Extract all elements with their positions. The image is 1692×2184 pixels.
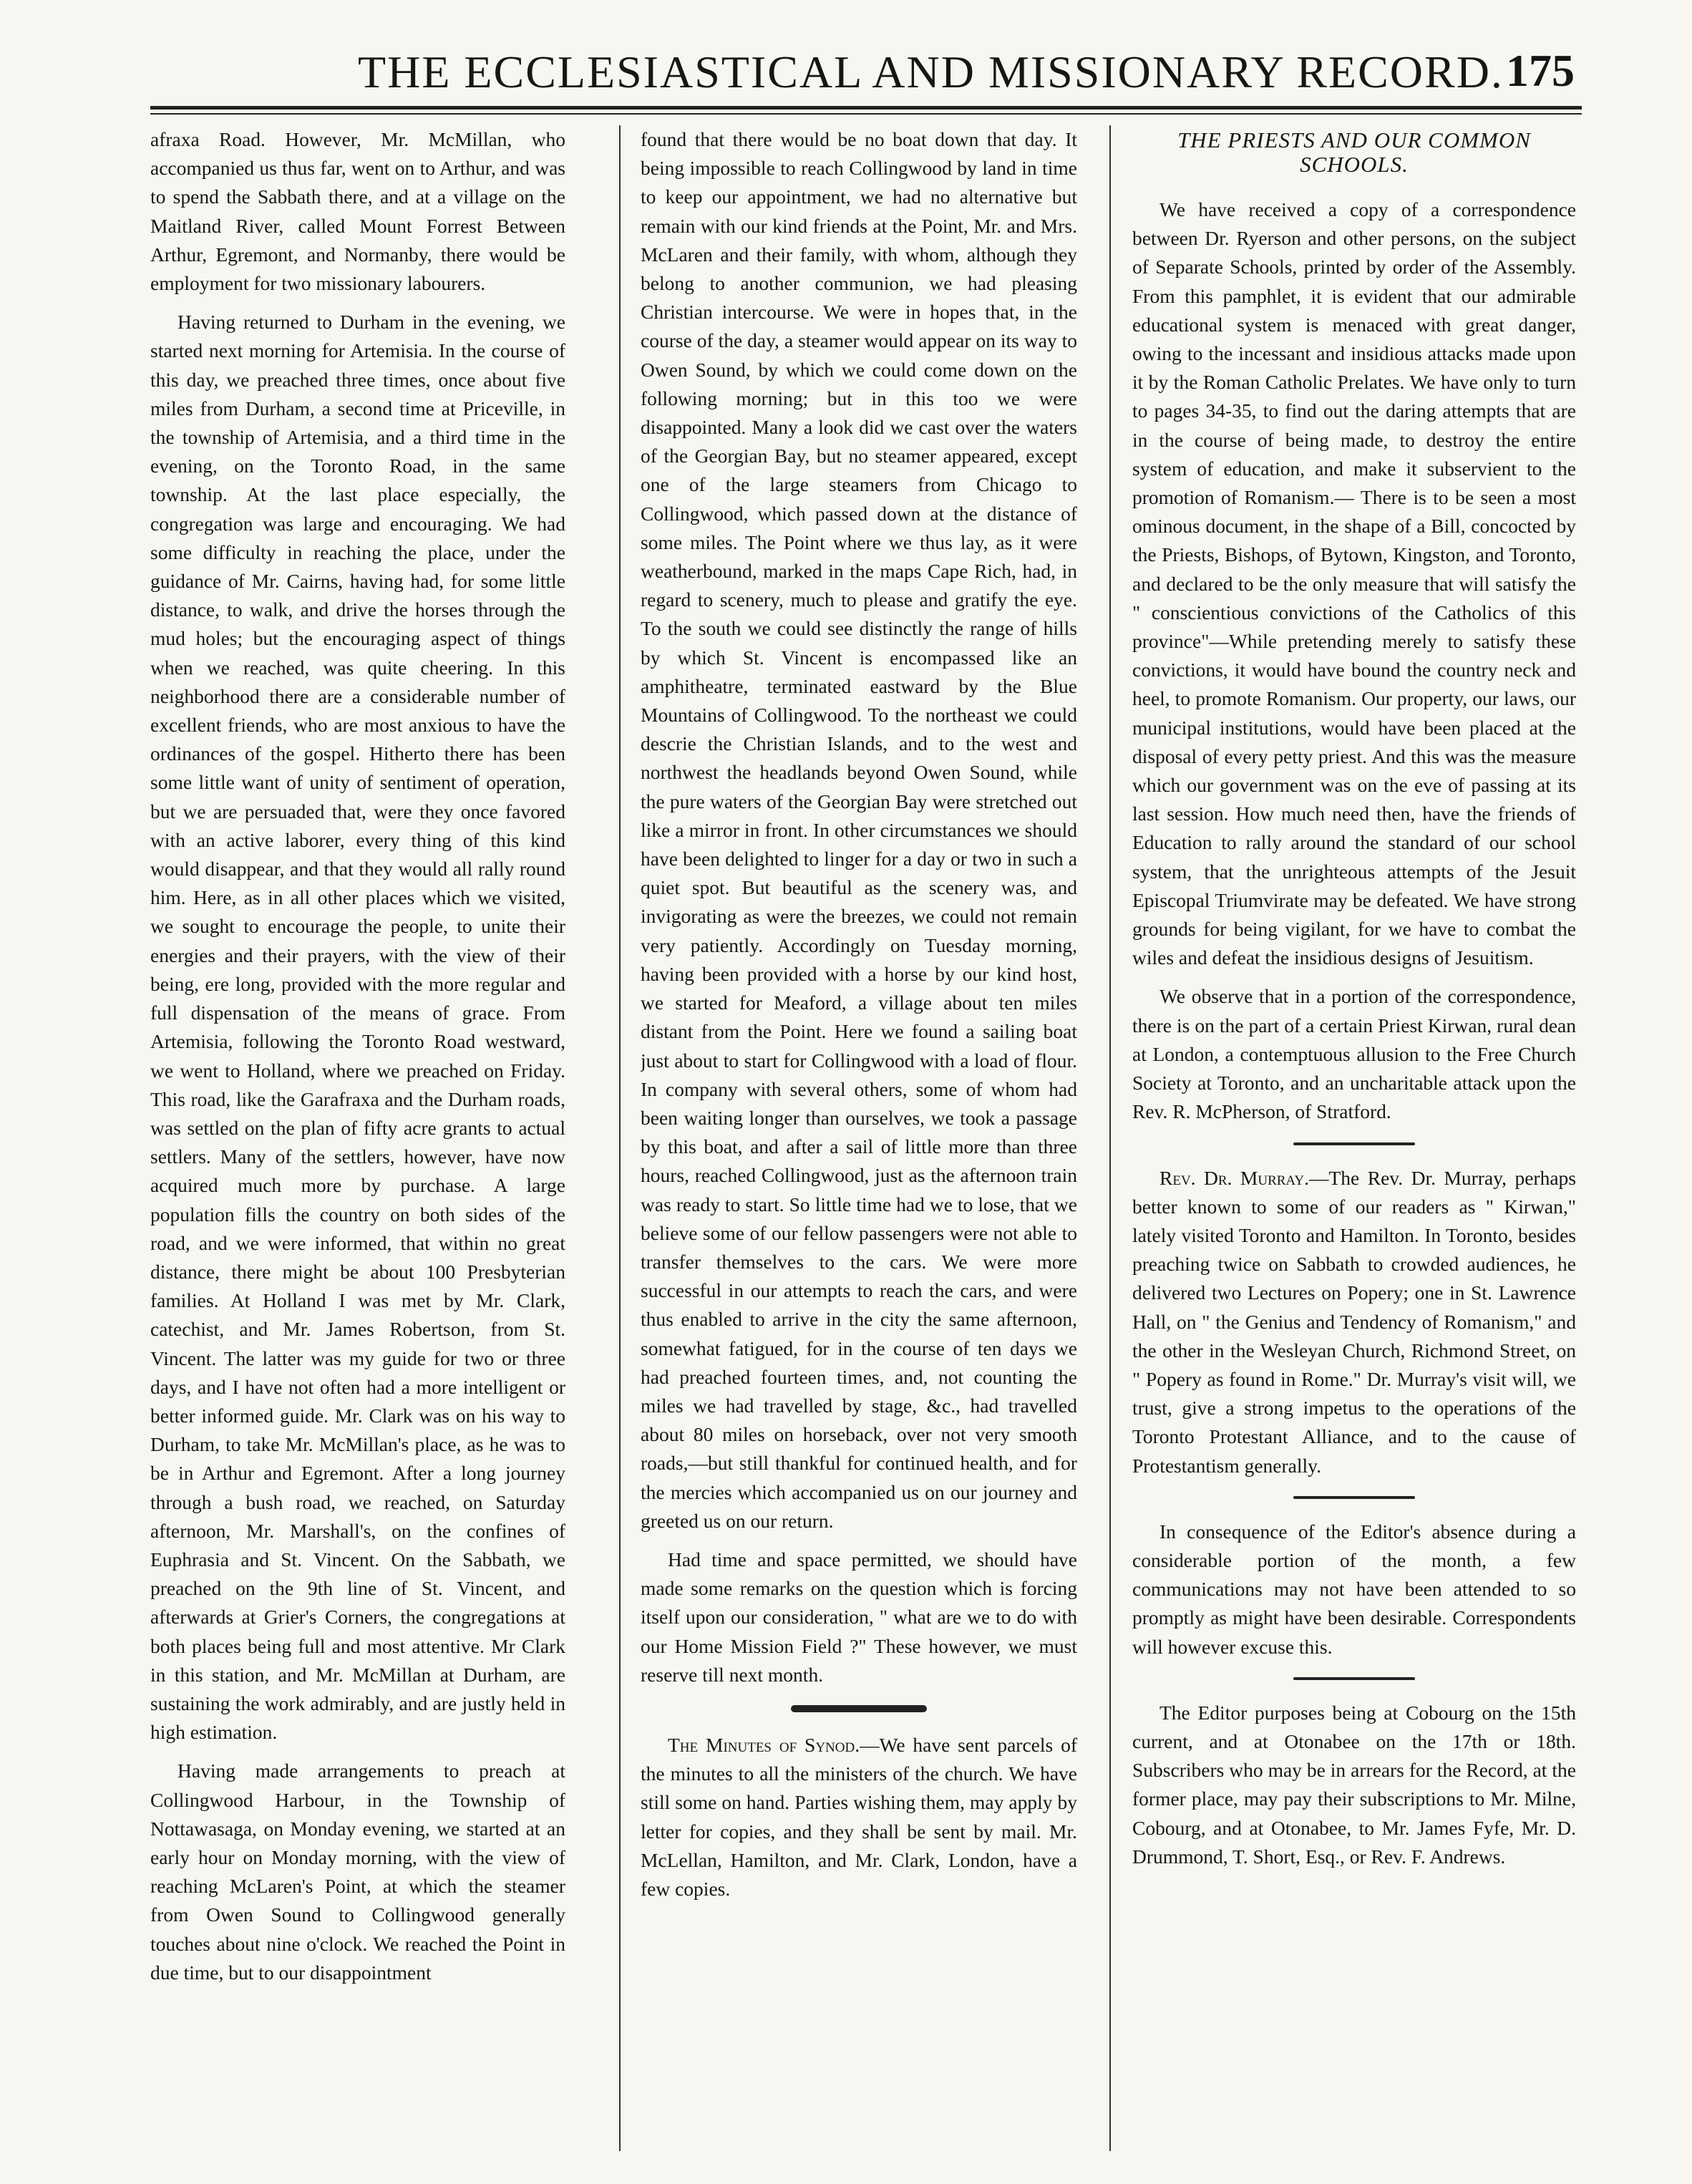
- murray-body: —The Rev. Dr. Murray, perhaps better known to some of our readers as " Kirwan," lately visited Toronto and Hamilton. In Toronto, besides preaching twice on Sabbath to crowded audiences, he delivered two Lectures on Popery; one in St. Lawrence Hall, on " the Genius and Tendency of Romanism," and the other in the Wesleyan Church, Richmond Street, on " Popery as found in Rome." Dr. Murray's visit will, we trust, give a strong impetus to the operations of the Toronto Protestant Alliance, and to the cause of Protestantism generally.: [1132, 1166, 1576, 1477]
- publication-title: THE ECCLESIASTICAL AND MISSIONARY RECORD.: [358, 47, 1504, 97]
- section-separator: [791, 1705, 927, 1712]
- article-heading-line-2: SCHOOLS.: [1300, 152, 1409, 177]
- column-divider-1: [619, 125, 621, 2151]
- col1-paragraph-2: Having returned to Durham in the evening, we started next morning for Artemisia. In the course of this day, we preached three times, once about five miles from Durham, a second time at Priceville, in the township of Artemisia, and a third time in the evening, on the Toronto Road, in the same township. At the last place especially, the congregation was large and encouraging. We had some difficulty in reaching the place, under the guidance of Mr. Cairns, having had, for some little distance, to walk, and drive the horses through the mud holes; but the encouraging aspect of things when we reached, was quite cheering. In this neighborhood there are a considerable number of excellent friends, who are most anxious to have the ordinances of the gospel. Hitherto there has been some little want of unity of sentiment of operation, but we are persuaded that, were they once favored with an active laborer, every thing of this kind would disappear, and that they would all rally round him. Here, as in all other places which we visited, we sought to encourage the people, to unite their energies and their prayers, with the view of their being, ere long, provided with the more regular and full dispensation of the means of grace. From Artemisia, following the Toronto Road westward, we went to Holland, where we preached on Friday. This road, like the Garafraxa and the Durham roads, was settled on the plan of fifty acre grants to actual settlers. Many of the settlers, however, have now acquired much more by purchase. A large population fills the country on both sides of the road, and we were informed, that within no great distance, there might be about 100 Presbyterian families. At Holland I was met by Mr. Clark, catechist, and Mr. James Robertson, from St. Vincent. The latter was my guide for two or three days, and I have not often had a more intelligent or better informed guide. Mr. Clark was on his way to Durham, to take Mr. McMillan's place, as he was to be in Arthur and Egremont. After a long journey through a bush road, we reached, on Saturday afternoon, Mr. Marshall's, on the confines of Euphrasia and St. Vincent. On the Sabbath, we preached on the 9th line of St. Vincent, and afterwards at Grier's Corners, the congregations at both places being full and most attentive. Mr Clark in this station, and Mr. McMillan at Durham, are sustaining the work admirably, and are justly held in high estimation.: [150, 311, 565, 1744]
- column-1: [150, 125, 565, 2173]
- col3-paragraph-editor-absence: In consequence of the Editor's absence during a considerable portion of the month, a few communications may not have been attended to so promptly as might have been desirable. Correspondents will however excuse this.: [1132, 1520, 1576, 1658]
- col2-paragraph-1: found that there would be no boat down that day. It being impossible to reach Collingwood by land in time to keep our appointment, we had no alternative but remain with our kind friends at the Point, Mr. and Mrs. McLaren and their family, with whom, although they belong to another communion, we had pleasing Christian intercourse. We were in hopes that, in the course of the day, a steamer would appear on its way to Owen Sound, by which we could come down on the following morning; but in this too we were disappointed. Many a look did we cast over the waters of the Georgian Bay, but no steamer appeared, except one of the large steamers from Chicago to Collingwood, which passed down at the distance of some miles. The Point where we thus lay, as it were weatherbound, marked in the maps Cape Rich, had, in regard to scenery, much to please and gratify the eye. To the south we could see distinctly the range of hills by which St. Vincent is encompassed like an amphitheatre, terminated eastward by the Blue Mountains of Collingwood. To the northeast we could descrie the Christian Islands, and to the west and northwest the headlands beyond Owen Sound, while the pure waters of the Georgian Bay were stretched out like a mirror in front. In other circumstances we should have been delighted to linger for a day or two in such a quiet spot. But beautiful as the scenery was, and invigorating as were the breezes, we could not remain very patiently. Accordingly on Tuesday morning, having been provided with a horse by our kind host, we started for Meaford, a village about ten miles distant from the Point. Here we found a sailing boat just about to start for Collingwood with a load of flour. In company with several others, some of whom had been waiting longer than ourselves, we took a passage by this boat, and after a sail of little more than three hours, reached Collingwood, just as the afternoon train was ready to start. So little time had we to lose, that we believe some of our fellow passengers were not able to transfer themselves to the cars. We were more successful in our attempts to reach the cars, and were thus enabled to arrive in the city the same afternoon, somewhat fatigued, for in the course of ten days we had preached fourteen times, and, not counting the miles we had travelled by stage, &c., had travelled about 80 miles on horseback, over not very smooth roads,—but still thankful for continued health, and for the mercies which accompanied us on our journey and greeted us on our return.: [641, 128, 1077, 1532]
- minutes-lead: The Minutes of Synod.: [668, 1733, 860, 1756]
- section-separator: [1293, 1496, 1415, 1499]
- article-heading: [1132, 128, 1576, 177]
- col3-paragraph-1: We have received a copy of a correspondence between Dr. Ryerson and other persons, on the subject of Separate Schools, printed by order of the Assembly. From this pamphlet, it is evident that our admirable educational system is menaced with great danger, owing to the incessant and insidious attacks made upon it by the Roman Catholic Prelates. We have only to turn to pages 34-35, to find out the daring attempts that are in the course of being made, to destroy the entire system of education, and make it subservient to the promotion of Romanism.— There is to be seen a most ominous document, in the shape of a Bill, concocted by the Priests, Bishops, of Bytown, Kingston, and Toronto, and declared to be the only measure that will satisfy the " conscientious convictions of the Catholics of this province"—While pretending merely to satisfy these convictions, it would have bound the country neck and heel, to promote Romanism. Our property, our laws, our municipal institutions, would have been placed at the disposal of every petty priest. And this was the measure which our government was on the eve of passing at its last session. How much need then, have the friends of Education to rally around the standard of our school system, that the unrighteous attempts of the Jesuit Episcopal Triumvirate may be defeated. We have strong grounds for being vigilant, for we have to combat the wiles and defeat the insidious designs of Jesuitism.: [1132, 198, 1576, 969]
- column-3: [1132, 125, 1576, 2173]
- col2-paragraph-minutes: [641, 1731, 1077, 1903]
- header-rule-thick: [150, 106, 1582, 110]
- page-number: 175: [1506, 45, 1575, 96]
- col3-paragraph-murray: [1132, 1164, 1576, 1480]
- col3-paragraph-2: We observe that in a portion of the correspondence, there is on the part of a certain Priest Kirwan, rural dean at London, a contemptuous allusion to the Free Church Society at Toronto, and an uncharitable attack upon the Rev. R. McPherson, of Stratford.: [1132, 985, 1576, 1123]
- col1-paragraph-1: afraxa Road. However, Mr. McMillan, who accompanied us thus far, went on to Arthur, and was to spend the Sabbath there, and at a village on the Maitland River, called Mount Forrest Between Arthur, Egremont, and Normanby, there would be employment for two missionary labourers.: [150, 128, 565, 295]
- section-separator: [1293, 1677, 1415, 1680]
- section-separator: [1293, 1142, 1415, 1145]
- col2-paragraph-2: Had time and space permitted, we should have made some remarks on the question which is forcing itself upon our consideration, " what are we to do with our Home Mission Field ?" These however, we must reserve till next month.: [641, 1548, 1077, 1686]
- page-header: [150, 40, 1575, 105]
- column-divider-2: [1109, 125, 1111, 2151]
- article-heading-line-1: THE PRIESTS AND OUR COMMON: [1177, 127, 1531, 152]
- murray-lead: Rev. Dr. Murray.: [1159, 1166, 1309, 1189]
- header-rule-thin: [150, 113, 1582, 115]
- col1-paragraph-3: Having made arrangements to preach at Collingwood Harbour, in the Township of Nottawasaga, on Monday evening, we started at an early hour on Monday morning, with the view of reaching McLaren's Point, at which the steamer from Owen Sound to Collingwood generally touches about nine o'clock. We reached the Point in due time, but to our disappointment: [150, 1760, 565, 1984]
- minutes-body: —We have sent parcels of the minutes to all the ministers of the church. We have still some on hand. Parties wishing them, may apply by letter for copies, and they shall be sent by mail. Mr. McLellan, Hamilton, and Mr. Clark, London, have a few copies.: [641, 1733, 1077, 1900]
- col3-paragraph-editor-travel: The Editor purposes being at Cobourg on the 15th current, and at Otonabee on the 17th or 18th. Subscribers who may be in arrears for the Record, at the former place, may pay their subscriptions to Mr. Milne, Cobourg, and at Otonabee, to Mr. James Fyfe, Mr. D. Drummond, T. Short, Esq., or Rev. F. Andrews.: [1132, 1701, 1576, 1868]
- column-2: [641, 125, 1077, 2173]
